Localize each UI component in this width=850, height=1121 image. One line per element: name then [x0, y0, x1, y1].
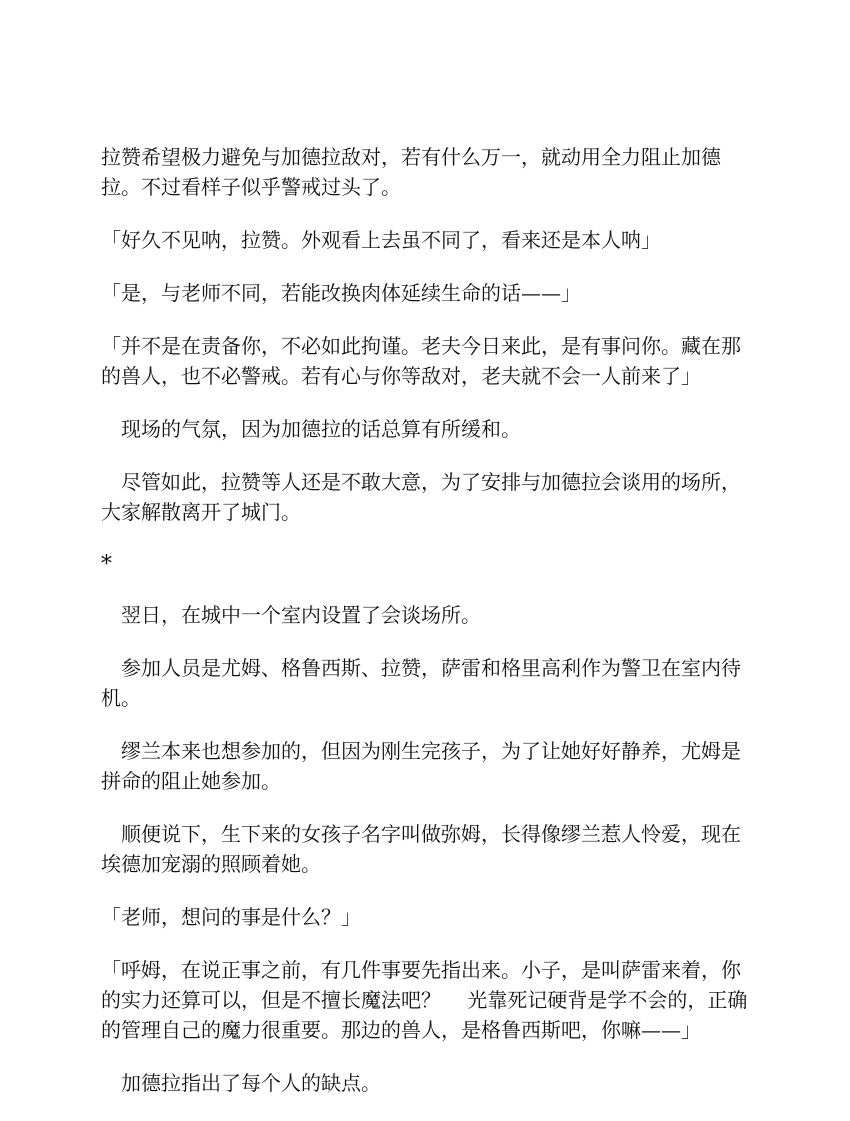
paragraph: 尽管如此，拉赞等人还是不敢大意，为了安排与加德拉会谈用的场所，大家解散离开了城门。 — [101, 470, 741, 524]
paragraph: 缪兰本来也想参加的，但因为刚生完孩子，为了让她好好静养，尤姆是拼命的阻止她参加。 — [101, 739, 741, 793]
paragraph: 加德拉指出了每个人的缺点。 — [101, 1071, 381, 1095]
dialogue-paragraph: 「呼姆，在说正事之前，有几件事要先指出来。小子，是叫萨雷来着，你的实力还算可以，但是不擅长魔法吧？ 光靠死记硬背是学不会的，正确的管理自己的魔力很重要。那边的兽人，是格鲁西斯吧，你嘛——」 — [101, 958, 748, 1042]
paragraph: 拉赞希望极力避免与加德拉敌对，若有什么万一，就动用全力阻止加德拉。不过看样子似乎警戒过头了。 — [101, 145, 721, 199]
document-body — [101, 142, 749, 1121]
dialogue-paragraph: 「好久不见呐，拉赞。外观看上去虽不同了，看来还是本人呐」 — [101, 228, 661, 252]
dialogue-paragraph: 「是，与老师不同，若能改换肉体延续生命的话——」 — [101, 281, 581, 305]
scene-separator: * — [101, 552, 112, 577]
paragraph: 参加人员是尤姆、格鲁西斯、拉赞，萨雷和格里高利作为警卫在室内待机。 — [101, 656, 741, 710]
dialogue-paragraph: 「老师，想问的事是什么？」 — [101, 905, 361, 929]
paragraph: 现场的气氛，因为加德拉的话总算有所缓和。 — [101, 417, 521, 441]
dialogue-paragraph: 「并不是在责备你，不必如此拘谨。老夫今日来此，是有事问你。藏在那的兽人，也不必警戒。若有心与你等敌对，老夫就不会一人前来了」 — [101, 334, 741, 388]
paragraph: 顺便说下，生下来的女孩子名字叫做弥姆，长得像缪兰惹人怜爱，现在埃德加宠溺的照顾着她。 — [101, 822, 741, 876]
paragraph: 翌日，在城中一个室内设置了会谈场所。 — [101, 603, 481, 627]
